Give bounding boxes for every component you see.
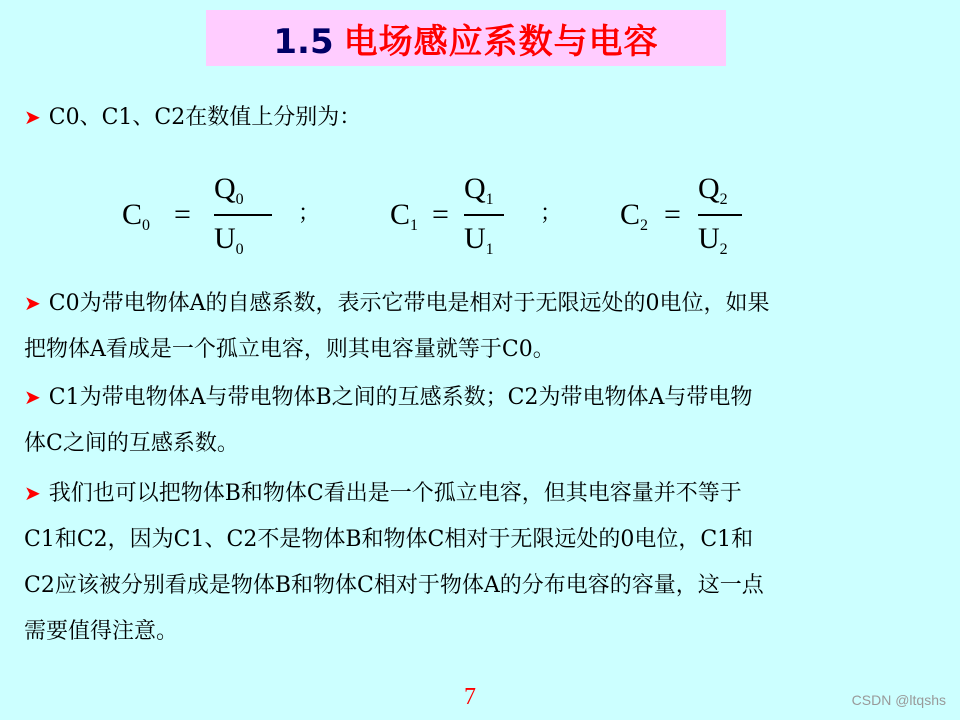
title-banner	[206, 10, 726, 66]
paragraph-note: ➤ 我们也可以把物体B和物体C看出是一个孤立电容，但其电容量并不等于 C1和C2，因为C1、C2不是物体B和物体C相对于无限远处的0电位，C1和 C2应该被分别看成是物体B和物体C相对于物体A的分布电容的容量，这一点 需要值得注意。	[24, 481, 764, 644]
paragraph-c0: ➤ C0为带电物体A的自感系数，表示它带电是相对于无限远处的0电位，如果 把物体A看成是一个孤立电容，则其电容量就等于C0。	[24, 291, 770, 362]
slide-title	[273, 14, 658, 63]
intro-line	[24, 94, 924, 141]
fraction-bar	[464, 214, 504, 216]
intro-text: C0、C1、C2在数值上分别为：	[48, 105, 362, 130]
bullet-arrow-icon: ➤	[24, 385, 41, 409]
denominator: $U_1$	[464, 222, 494, 258]
numerator: $Q_0$	[214, 172, 244, 208]
denominator: $U_2$	[698, 222, 728, 258]
equals-sign: =	[174, 198, 191, 231]
bullet-arrow-icon: ➤	[24, 291, 41, 315]
numerator: $Q_2$	[698, 172, 728, 208]
equals-sign: =	[664, 198, 681, 231]
bullet-arrow-icon: ➤	[24, 481, 41, 505]
formula-lhs: $C_1$	[390, 198, 419, 234]
watermark: CSDN @ltqshs	[851, 692, 946, 708]
paragraph-c1-c2: ➤ C1为带电物体A与带电物体B之间的互感系数；C2为带电物体A与带电物 体C之间的互感系数。	[24, 385, 753, 456]
fraction-bar	[698, 214, 742, 216]
title-number: 1.5	[273, 21, 334, 62]
bullet-arrow-icon: ➤	[24, 105, 41, 129]
formula-separator: ；	[298, 200, 321, 225]
formula-separator: ；	[540, 200, 563, 225]
denominator: $U_0$	[214, 222, 244, 258]
equals-sign: =	[432, 198, 449, 231]
title-text: 电场感应系数与电容	[343, 21, 659, 62]
formula-c2	[620, 170, 760, 270]
formula-c1	[390, 170, 530, 270]
formula-lhs: $C_2$	[620, 198, 649, 234]
numerator: $Q_1$	[464, 172, 494, 208]
fraction-bar	[214, 214, 272, 216]
formula-lhs: $C_0$	[122, 198, 151, 234]
page-number: 7	[464, 684, 476, 710]
formula-c0	[122, 170, 302, 270]
